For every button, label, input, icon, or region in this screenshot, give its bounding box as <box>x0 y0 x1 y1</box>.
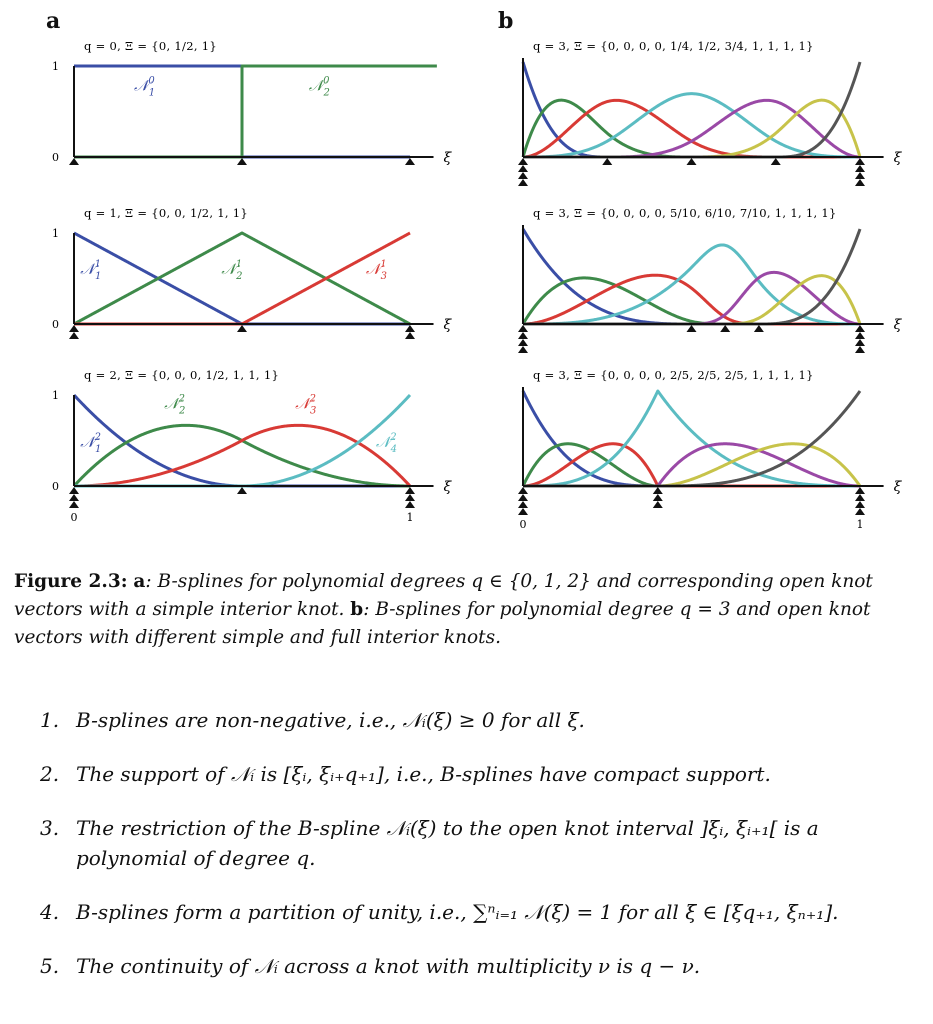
basis-label: 𝒩$^2$ 4 <box>375 431 398 455</box>
item-number: 1. <box>40 708 60 732</box>
figure-caption <box>14 568 919 652</box>
item-number: 5. <box>40 954 60 978</box>
knot-marker <box>518 332 528 339</box>
item-text: The restriction of the B-spline 𝒩ᵢ(ξ) to the open knot interval ]ξᵢ, ξᵢ₊₁[ is a polynomial of degree q. <box>76 816 819 870</box>
knot-marker <box>855 172 865 179</box>
plot-a1 <box>40 36 450 176</box>
knot-marker <box>518 346 528 353</box>
knot-marker <box>518 179 528 186</box>
knot-marker <box>855 325 865 332</box>
knot-marker <box>855 179 865 186</box>
plot-b3 <box>505 365 920 545</box>
list-item <box>40 759 920 789</box>
knot-marker <box>653 501 663 508</box>
knot-marker <box>518 325 528 332</box>
x-tick-label: 0 <box>70 511 78 524</box>
knot-marker <box>855 339 865 346</box>
list-item <box>40 705 920 735</box>
knot-marker <box>855 346 865 353</box>
item-text: The continuity of 𝒩ᵢ across a knot with multiplicity ν is q − ν. <box>76 954 701 978</box>
knot-marker <box>518 494 528 501</box>
knot-marker <box>237 487 247 494</box>
knot-marker <box>855 487 865 494</box>
knot-marker <box>754 325 764 332</box>
plot-a2 <box>40 203 450 343</box>
knot-marker <box>69 501 79 508</box>
knot-marker <box>237 325 247 332</box>
basis-label: 𝒩$^2$ 2 <box>164 393 186 417</box>
knot-marker <box>518 165 528 172</box>
knot-marker <box>771 158 781 165</box>
knot-marker <box>405 158 415 165</box>
x-axis-label: ξ <box>893 317 902 333</box>
knot-marker <box>720 325 730 332</box>
basis-curve <box>523 275 860 324</box>
knot-marker <box>405 325 415 332</box>
list-item <box>40 897 920 927</box>
caption-b-text: : B-splines for polynomial degree q = 3 and open knot vectors with different simple and full interior knots. <box>14 599 871 648</box>
knot-marker <box>602 158 612 165</box>
knot-marker <box>855 508 865 515</box>
properties-list <box>40 705 920 981</box>
knot-marker <box>687 325 697 332</box>
plot-b1 <box>505 36 920 201</box>
x-axis-label: ξ <box>893 479 902 495</box>
basis-curve <box>523 100 860 157</box>
plot-title: q = 0, Ξ = {0, 1/2, 1} <box>84 39 217 53</box>
y-tick-label: 1 <box>52 389 59 402</box>
caption-label: Figure 2.3: <box>14 571 128 592</box>
basis-curve <box>523 100 860 157</box>
plot-title: q = 1, Ξ = {0, 0, 1/2, 1, 1} <box>84 206 249 220</box>
x-axis-label: ξ <box>443 479 452 495</box>
plot-title: q = 2, Ξ = {0, 0, 0, 1/2, 1, 1, 1} <box>84 368 280 382</box>
knot-marker <box>687 158 697 165</box>
knot-marker <box>518 501 528 508</box>
basis-label: 𝒩$^1$ 1 <box>80 258 102 282</box>
x-axis-label: ξ <box>893 150 902 166</box>
knot-marker <box>405 487 415 494</box>
knot-marker <box>518 508 528 515</box>
caption-a-label: a <box>133 571 146 592</box>
item-text: The support of 𝒩ᵢ is [ξᵢ, ξᵢ₊q₊₁], i.e., B-splines have compact support. <box>76 762 771 786</box>
plot-a3 <box>40 365 450 535</box>
x-axis-label: ξ <box>443 150 452 166</box>
item-number: 3. <box>40 816 60 840</box>
knot-marker <box>855 494 865 501</box>
y-tick-label: 0 <box>52 318 59 331</box>
basis-curve <box>74 425 410 486</box>
basis-curve <box>523 100 860 157</box>
knot-marker <box>855 501 865 508</box>
basis-label: 𝒩$^0$ 2 <box>308 75 330 99</box>
knot-marker <box>405 494 415 501</box>
basis-label: 𝒩$^0$ 1 <box>133 75 156 99</box>
item-text: B-splines are non-negative, i.e., 𝒩ᵢ(ξ) ≥ 0 for all ξ. <box>76 708 585 732</box>
x-tick-label: 1 <box>406 511 414 524</box>
knot-marker <box>653 494 663 501</box>
x-tick-label: 0 <box>519 518 527 531</box>
basis-curve <box>74 425 410 486</box>
item-number: 2. <box>40 762 60 786</box>
plot-title: q = 3, Ξ = {0, 0, 0, 0, 2/5, 2/5, 2/5, 1, 1, 1, 1} <box>533 368 814 382</box>
caption-a-text: : B-splines for polynomial degrees q ∈ {0, 1, 2} and corresponding open knot vectors with a simple interior knot. <box>14 571 873 620</box>
basis-label: 𝒩$^1$ 2 <box>221 258 243 282</box>
list-item <box>40 813 920 873</box>
plot-title: q = 3, Ξ = {0, 0, 0, 0, 1/4, 1/2, 3/4, 1, 1, 1, 1} <box>533 39 814 53</box>
knot-marker <box>69 332 79 339</box>
y-tick-label: 0 <box>52 151 59 164</box>
list-item <box>40 951 920 981</box>
y-tick-label: 1 <box>52 227 59 240</box>
y-tick-label: 0 <box>52 480 59 493</box>
basis-label: 𝒩$^2$ 3 <box>295 393 317 417</box>
knot-marker <box>69 158 79 165</box>
x-tick-label: 1 <box>856 518 864 531</box>
caption-b-label: b <box>350 599 364 620</box>
knot-marker <box>69 487 79 494</box>
panel-a-letter: a <box>46 8 61 34</box>
knot-marker <box>855 332 865 339</box>
knot-marker <box>69 494 79 501</box>
knot-marker <box>518 172 528 179</box>
plot-b2 <box>505 203 920 368</box>
knot-marker <box>69 325 79 332</box>
knot-marker <box>405 332 415 339</box>
knot-marker <box>855 158 865 165</box>
plot-title: q = 3, Ξ = {0, 0, 0, 0, 5/10, 6/10, 7/10, 1, 1, 1, 1} <box>533 206 837 220</box>
basis-curve <box>523 276 860 324</box>
knot-marker <box>653 487 663 494</box>
knot-marker <box>855 165 865 172</box>
basis-label: 𝒩$^1$ 3 <box>365 258 387 282</box>
knot-marker <box>405 501 415 508</box>
knot-marker <box>518 339 528 346</box>
y-tick-label: 1 <box>52 60 59 73</box>
basis-curve <box>74 66 437 157</box>
knot-marker <box>518 487 528 494</box>
basis-label: 𝒩$^2$ 1 <box>80 431 102 455</box>
basis-curve <box>523 100 860 157</box>
panel-b-letter: b <box>498 8 514 34</box>
x-axis-label: ξ <box>443 317 452 333</box>
item-number: 4. <box>40 900 60 924</box>
knot-marker <box>237 158 247 165</box>
knot-marker <box>518 158 528 165</box>
item-text: B-splines form a partition of unity, i.e., ∑ⁿᵢ₌₁ 𝒩(ξ) = 1 for all ξ ∈ [ξq₊₁, ξₙ₊₁]. <box>76 900 839 924</box>
